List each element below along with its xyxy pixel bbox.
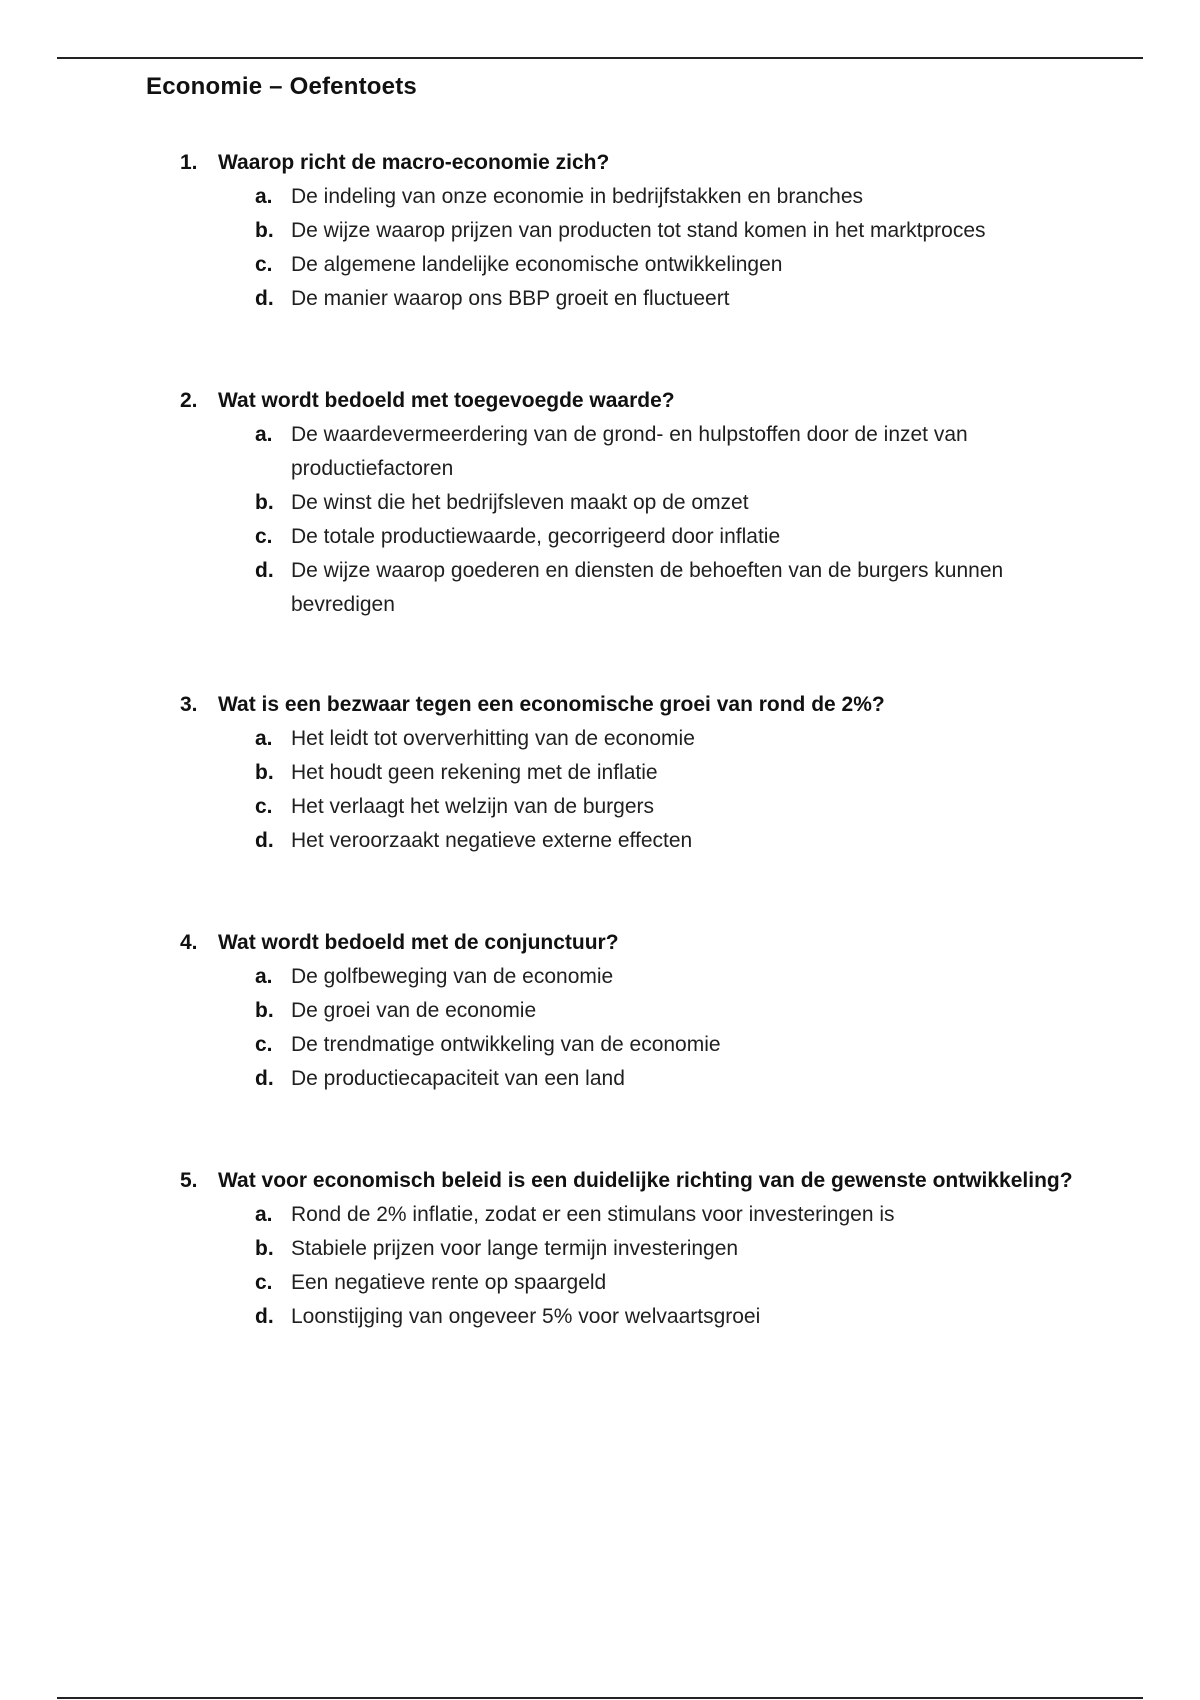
question-number: 4.	[180, 931, 198, 954]
option-letter: b.	[255, 219, 274, 242]
question-number: 5.	[180, 1169, 198, 1192]
question-4	[180, 926, 1080, 1096]
top-rule	[57, 57, 1143, 59]
answer-option-d	[255, 282, 1080, 316]
option-letter: c.	[255, 525, 273, 548]
question-1	[180, 146, 1080, 316]
option-letter: b.	[255, 1237, 274, 1260]
question-number: 3.	[180, 693, 198, 716]
answer-options	[180, 722, 1080, 858]
answer-option-b	[255, 1232, 1080, 1266]
bottom-rule	[57, 1697, 1143, 1699]
option-text: Het leidt tot oververhitting van de economie	[291, 727, 695, 750]
option-letter: a.	[255, 185, 273, 208]
option-letter: b.	[255, 761, 274, 784]
answer-options	[180, 418, 1080, 622]
question-text: Wat voor economisch beleid is een duidelijke richting van de gewenste ontwikkeling?	[218, 1169, 1073, 1192]
question-text: Wat is een bezwaar tegen een economische groei van rond de 2%?	[218, 693, 885, 716]
question-2	[180, 384, 1080, 622]
option-letter: d.	[255, 829, 274, 852]
option-letter: c.	[255, 253, 273, 276]
answer-option-a	[255, 180, 1080, 214]
answer-option-c	[255, 1028, 1080, 1062]
answer-option-a	[255, 722, 1080, 756]
option-text: De manier waarop ons BBP groeit en fluctueert	[291, 287, 730, 310]
option-text: De winst die het bedrijfsleven maakt op de omzet	[291, 491, 749, 514]
answer-option-c	[255, 790, 1080, 824]
option-letter: a.	[255, 1203, 273, 1226]
option-letter: d.	[255, 559, 274, 582]
option-text: De trendmatige ontwikkeling van de economie	[291, 1033, 721, 1056]
option-letter: d.	[255, 1067, 274, 1090]
question-heading	[180, 384, 1080, 418]
question-number: 1.	[180, 151, 198, 174]
option-text: De algemene landelijke economische ontwikkelingen	[291, 253, 783, 276]
question-heading	[180, 688, 1080, 722]
answer-options	[180, 1198, 1080, 1334]
option-text: Het verlaagt het welzijn van de burgers	[291, 795, 655, 818]
question-text: Wat wordt bedoeld met toegevoegde waarde?	[218, 389, 675, 412]
question-text: Waarop richt de macro-economie zich?	[218, 151, 610, 174]
option-letter: a.	[255, 965, 273, 988]
option-text: Loonstijging van ongeveer 5% voor welvaartsgroei	[291, 1305, 761, 1328]
option-text: Een negatieve rente op spaargeld	[291, 1271, 607, 1294]
question-heading	[180, 926, 1080, 960]
answer-option-b	[255, 756, 1080, 790]
question-heading	[180, 1164, 1080, 1198]
option-text: Rond de 2% inflatie, zodat er een stimulans voor investeringen is	[291, 1203, 895, 1226]
option-text: Stabiele prijzen voor lange termijn investeringen	[291, 1237, 739, 1260]
answer-option-c	[255, 1266, 1080, 1300]
option-text: De productiecapaciteit van een land	[291, 1067, 625, 1090]
question-3	[180, 688, 1080, 858]
answer-option-c	[255, 248, 1080, 282]
page-title: Economie – Oefentoets	[146, 73, 417, 100]
option-text: De wijze waarop goederen en diensten de behoeften van de burgers kunnen bevredigen	[291, 559, 1004, 616]
question-number: 2.	[180, 389, 198, 412]
option-letter: c.	[255, 1033, 273, 1056]
answer-option-d	[255, 1062, 1080, 1096]
option-letter: c.	[255, 795, 273, 818]
answer-option-d	[255, 1300, 1080, 1334]
option-letter: b.	[255, 999, 274, 1022]
option-text: De golfbeweging van de economie	[291, 965, 614, 988]
option-letter: a.	[255, 727, 273, 750]
answer-option-d	[255, 824, 1080, 858]
option-text: De indeling van onze economie in bedrijfstakken en branches	[291, 185, 864, 208]
answer-option-b	[255, 486, 1080, 520]
option-letter: c.	[255, 1271, 273, 1294]
answer-option-d	[255, 554, 1080, 622]
answer-option-c	[255, 520, 1080, 554]
option-text: Het veroorzaakt negatieve externe effecten	[291, 829, 693, 852]
option-text: De groei van de economie	[291, 999, 537, 1022]
answer-option-a	[255, 960, 1080, 994]
option-letter: a.	[255, 423, 273, 446]
option-text: De waardevermeerdering van de grond- en hulpstoffen door de inzet van productiefactoren	[291, 423, 968, 480]
question-5	[180, 1164, 1080, 1334]
option-letter: b.	[255, 491, 274, 514]
answer-option-a	[255, 418, 1080, 486]
answer-option-b	[255, 214, 1080, 248]
answer-option-b	[255, 994, 1080, 1028]
answer-option-a	[255, 1198, 1080, 1232]
answer-options	[180, 180, 1080, 316]
question-heading	[180, 146, 1080, 180]
answer-options	[180, 960, 1080, 1096]
option-text: De wijze waarop prijzen van producten tot stand komen in het marktproces	[291, 219, 986, 242]
option-letter: d.	[255, 1305, 274, 1328]
option-letter: d.	[255, 287, 274, 310]
option-text: De totale productiewaarde, gecorrigeerd door inflatie	[291, 525, 781, 548]
question-text: Wat wordt bedoeld met de conjunctuur?	[218, 931, 619, 954]
option-text: Het houdt geen rekening met de inflatie	[291, 761, 658, 784]
